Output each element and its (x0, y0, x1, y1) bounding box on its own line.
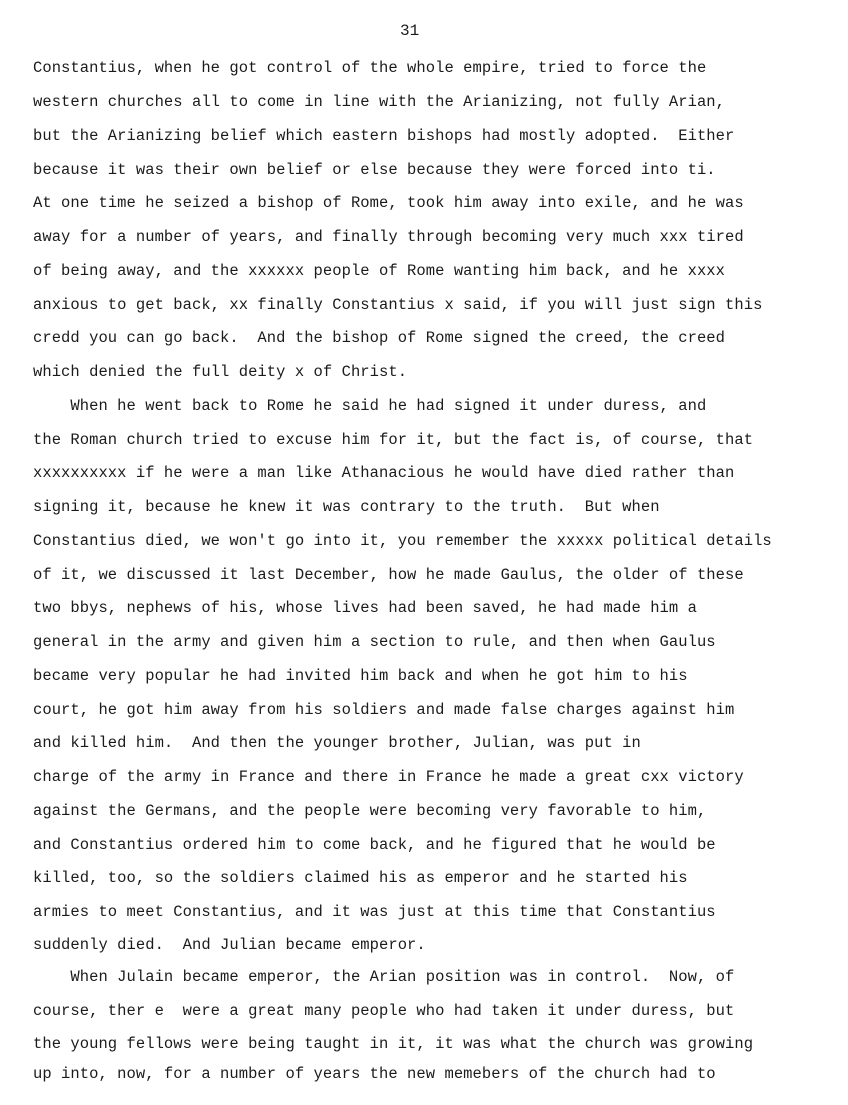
text-line: but the Arianizing belief which eastern bishops had mostly adopted. Either (33, 127, 735, 145)
text-line: course, ther e were a great many people who had taken it under duress, but (33, 1002, 735, 1020)
text-line: killed, too, so the soldiers claimed his as emperor and he started his (33, 869, 688, 887)
text-line: When he went back to Rome he said he had signed it under duress, and (33, 397, 707, 415)
text-line: At one time he seized a bishop of Rome, took him away into exile, and he was (33, 194, 744, 212)
text-line: of being away, and the xxxxxx people of Rome wanting him back, and he xxxx (33, 262, 726, 280)
text-line: became very popular he had invited him back and when he got him to his (33, 667, 688, 685)
text-line: credd you can go back. And the bishop of Rome signed the creed, the creed (33, 329, 726, 347)
text-line: against the Germans, and the people were becoming very favorable to him, (33, 802, 707, 820)
text-line: which denied the full deity x of Christ. (33, 363, 408, 381)
text-line: because it was their own belief or else because they were forced into ti. (33, 161, 716, 179)
text-line: the young fellows were being taught in it, it was what the church was growing (33, 1035, 754, 1053)
text-line: anxious to get back, xx finally Constantius x said, if you will just sign this (33, 296, 763, 314)
text-line: Constantius died, we won't go into it, you remember the xxxxx political details (33, 532, 772, 550)
text-line: up into, now, for a number of years the new memebers of the church had to (33, 1065, 716, 1083)
text-line: and Constantius ordered him to come back, and he figured that he would be (33, 836, 716, 854)
page-number: 31 (400, 22, 420, 40)
text-line: xxxxxxxxxx if he were a man like Athanacious he would have died rather than (33, 464, 735, 482)
text-line: signing it, because he knew it was contrary to the truth. But when (33, 498, 660, 516)
text-line: away for a number of years, and finally through becoming very much xxx tired (33, 228, 744, 246)
text-line: charge of the army in France and there in France he made a great cxx victory (33, 768, 744, 786)
text-line: of it, we discussed it last December, how he made Gaulus, the older of these (33, 566, 744, 584)
text-line: two bbys, nephews of his, whose lives had been saved, he had made him a (33, 599, 697, 617)
text-line: the Roman church tried to excuse him for it, but the fact is, of course, that (33, 431, 754, 449)
text-line: western churches all to come in line with the Arianizing, not fully Arian, (33, 93, 726, 111)
text-line: court, he got him away from his soldiers and made false charges against him (33, 701, 735, 719)
text-line: general in the army and given him a section to rule, and then when Gaulus (33, 633, 716, 651)
text-line: Constantius, when he got control of the whole empire, tried to force the (33, 59, 707, 77)
text-line: When Julain became emperor, the Arian position was in control. Now, of (33, 968, 735, 986)
text-line: suddenly died. And Julian became emperor. (33, 936, 426, 954)
text-line: and killed him. And then the younger brother, Julian, was put in (33, 734, 641, 752)
text-line: armies to meet Constantius, and it was just at this time that Constantius (33, 903, 716, 921)
